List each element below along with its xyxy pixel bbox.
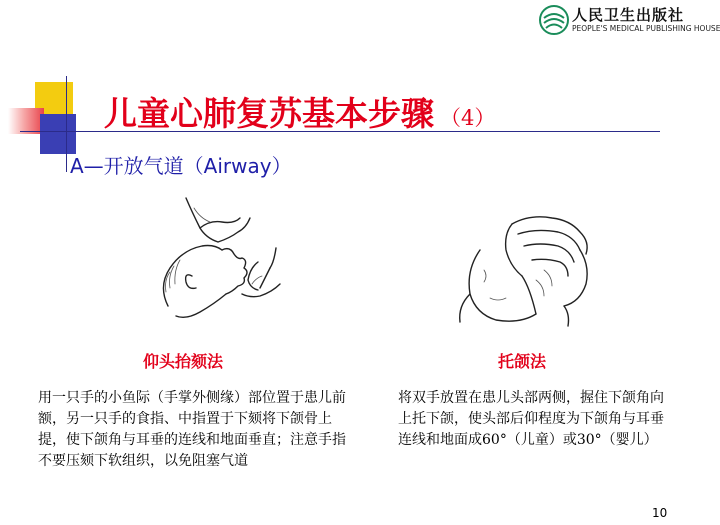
publisher-name-en: PEOPLE'S MEDICAL PUBLISHING HOUSE: [572, 24, 720, 33]
slide-title-text: 儿童心肺复苏基本步骤: [104, 94, 434, 133]
decor-vertical-line: [66, 76, 67, 172]
method-description-jaw-thrust: 将双手放置在患儿头部两侧，握住下颌角向上托下颌，使头部后仰程度为下颌角与耳垂连线和地面成60°（儿童）或30°（婴儿）: [398, 390, 664, 448]
slide-title-number: （4）: [440, 106, 496, 130]
method-label-head-tilt: 仰头抬颏法: [143, 352, 224, 371]
decor-blue-square: [40, 114, 76, 154]
slide-subtitle: A—开放气道（Airway）: [70, 154, 292, 178]
slide-title: [104, 88, 495, 135]
method-description-head-tilt: 用一只手的小鱼际（手掌外侧缘）部位置于患儿前额，另一只手的食指、中指置于下颏将下颌骨上提，使下颌角与耳垂的连线和地面垂直；注意手指不要压颏下软组织，以免阻塞气道: [38, 390, 346, 469]
head-tilt-chin-lift-illustration: [130, 188, 290, 328]
page-number: 10: [652, 506, 668, 520]
publisher-name-cn: 人民卫生出版社: [572, 6, 685, 24]
jaw-thrust-illustration: [440, 210, 610, 330]
method-label-jaw-thrust: 托颌法: [498, 352, 547, 371]
publisher-emblem-icon: [540, 6, 568, 34]
